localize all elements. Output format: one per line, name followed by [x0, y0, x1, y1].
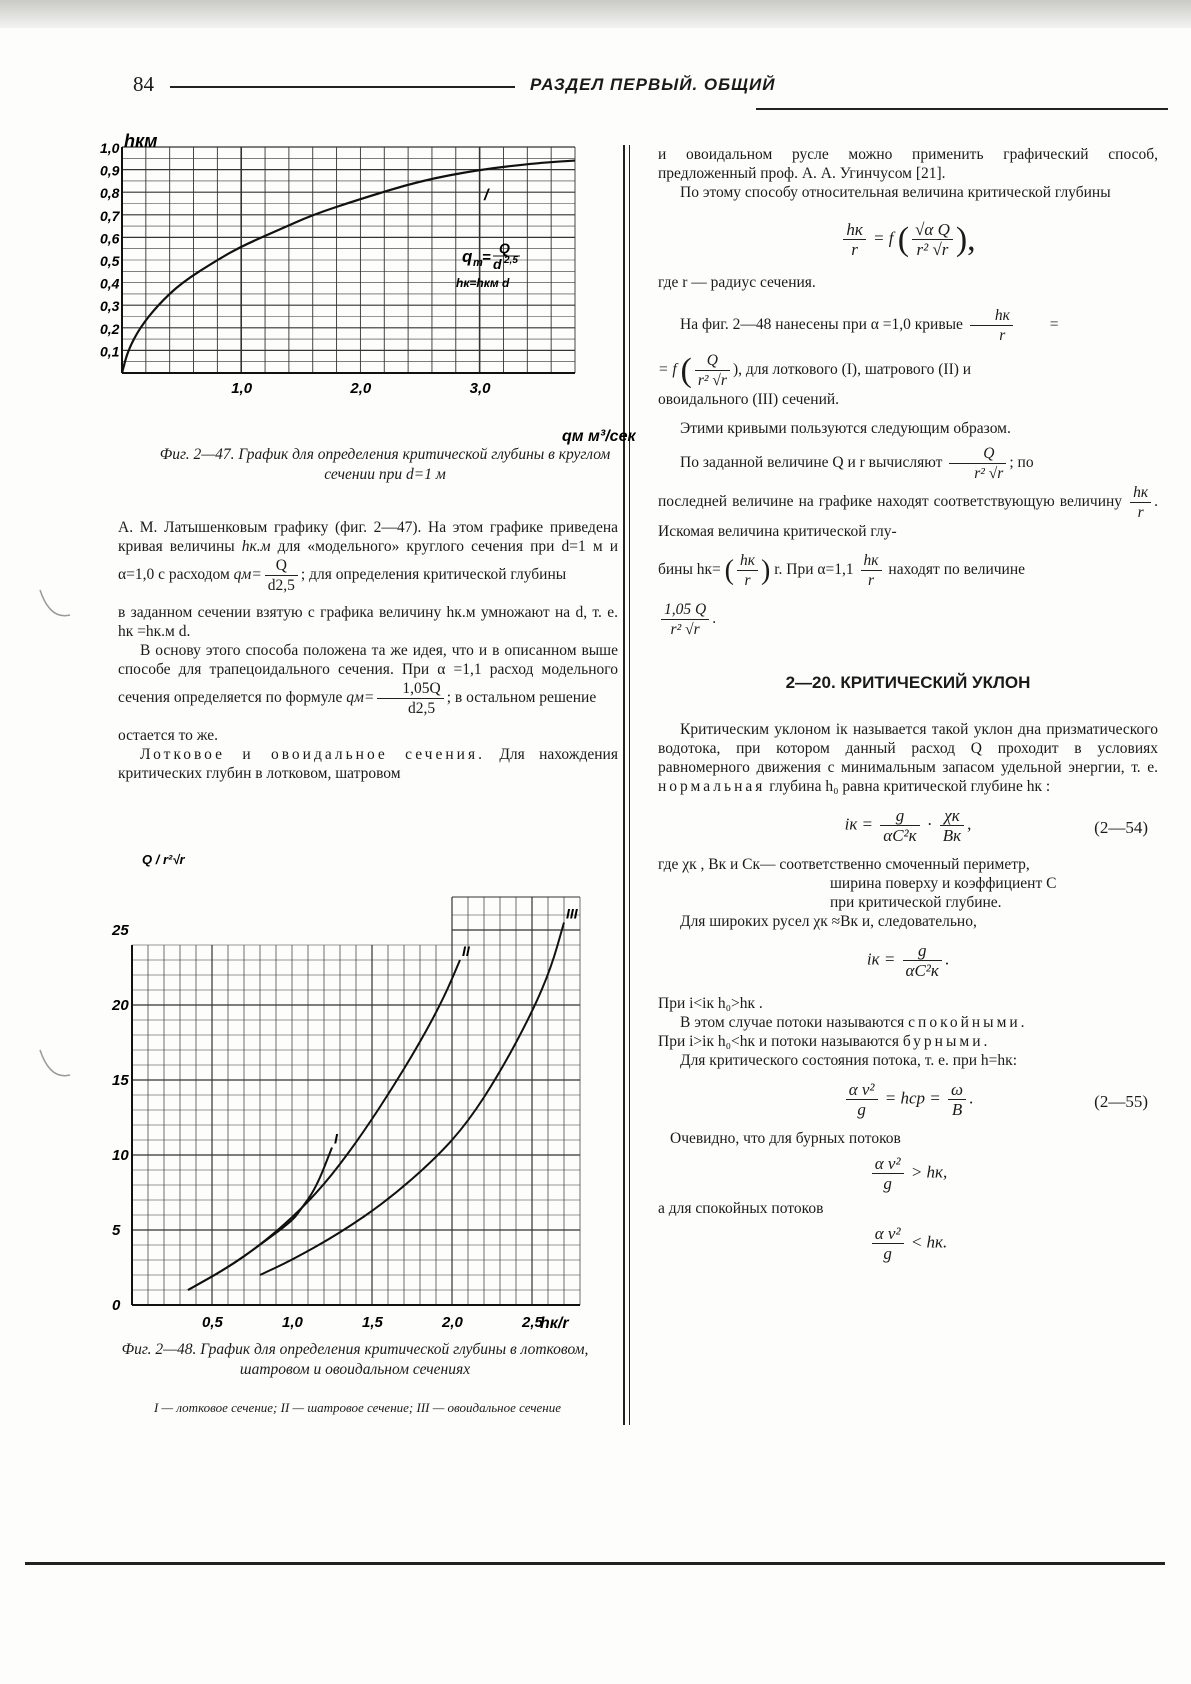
right-p4c: овоидального (III) сечений.	[658, 391, 840, 408]
left-p1-frac: $\frac{Q}{d2,5}$	[265, 556, 298, 595]
fig48-ytick-label: 0	[112, 1297, 121, 1314]
fig48-ticks	[111, 922, 544, 1331]
fig47-ytick-label: 0,3	[100, 298, 120, 315]
right-p14: В этом случае потоки называются спокойными.	[680, 1014, 1028, 1031]
right-p7: последней величине на графике находят соответствующую величину $\frac{hк}{r}$ . Искомая величина критической глу-	[658, 484, 1159, 540]
left-p5	[118, 745, 618, 783]
fig47-xtick-label: 3,0	[469, 380, 491, 397]
fig47-ylabel: hкм	[124, 131, 158, 151]
fig48-xtick-label: 1,5	[362, 1314, 383, 1331]
eq-2-55: $\frac{\text{α v²}}{g}$ = hср = $\frac{\omega}{B}$ . (2—55)	[658, 1080, 1158, 1119]
fig48-xtick-label: 0,5	[202, 1314, 223, 1331]
right-column	[658, 145, 1158, 1269]
fig48-xlabel: hк/r	[540, 1315, 569, 1332]
left-p1c-text: ; для определения критической глубины	[300, 566, 567, 584]
fig48-ytick-label: 10	[112, 1147, 129, 1164]
left-p1b-text: для «модельного» круглого сечения при d=1 м и α=1,0 с расходом	[118, 538, 618, 584]
fig47-ytick-label: 0,2	[100, 320, 120, 337]
fig47-caption: Фиг. 2—47. График для определения критической глубины в круглом сечении при d=1 м	[159, 446, 611, 483]
right-p15: При i>iк h₀<hк и потоки называются бурными.	[658, 1033, 991, 1050]
fig48-caption: Фиг. 2—48. График для определения критической глубины в лотковом, шатровом и овоидальном сечениях	[121, 1341, 589, 1378]
right-p13: При i<iк h₀>hк .	[658, 995, 763, 1012]
left-p1	[118, 518, 618, 595]
right-p11a: где χк , Bк и Cк— соответственно смоченный периметр,	[658, 856, 1030, 873]
running-title: РАЗДЕЛ ПЕРВЫЙ. ОБЩИЙ	[530, 75, 776, 94]
fig48-xtick-label: 1,0	[282, 1314, 303, 1331]
fig48-ytick-label: 5	[112, 1222, 121, 1239]
fig48-chart	[100, 850, 620, 1330]
left-p3-text: В основу этого способа положена та же идея, что и в описанном выше способе для трапецоидального сечения. При α =1,1 расход модельного сечения определяется по формуле	[118, 642, 618, 707]
header-rule-right	[756, 108, 1168, 110]
column-divider-2	[629, 145, 630, 1425]
fig48-xtick-label: 2,5	[522, 1314, 543, 1331]
left-p5-text: Для нахождения критических глубин в лотковом, шатровом	[118, 746, 618, 782]
left-p1-hkm: hк.м	[241, 538, 271, 555]
fig47-ytick-label: 0,1	[100, 343, 120, 360]
fig48-grid	[132, 897, 580, 1305]
right-p17: Очевидно, что для бурных потоков	[670, 1130, 901, 1147]
column-divider	[623, 145, 625, 1425]
left-p1-q: qм=	[233, 566, 262, 584]
left-p1-text: А. М. Латышенковым графику (фиг. 2—47). На этом графике приведена кривая величины	[118, 519, 618, 555]
fig47-ytick-label: 0,6	[100, 230, 120, 247]
fig47-xtick-label: 1,0	[231, 380, 253, 397]
fig48-ytick-label: 15	[112, 1072, 129, 1089]
right-p2: По этому способу относительная величина критической глубины	[680, 184, 1111, 201]
fig47-mark: /	[484, 187, 489, 204]
fig47-ann-sub: m	[473, 257, 483, 269]
eq-ik-wide: iк = $\frac{g}{\text{αC²к}}$ .	[866, 941, 950, 980]
right-p9: $\frac{1,05 Q}{\text{r² √r}}$ .	[658, 600, 1158, 639]
fig47-ytick-label: 1,0	[100, 140, 120, 156]
punch-marks	[30, 590, 80, 1090]
left-p3-q: qм=	[346, 689, 375, 707]
fig48-curve-III	[260, 923, 564, 1276]
right-p4: На фиг. 2—48 нанесены при α =1,0 кривые $\frac{hк}{r}$ =	[680, 307, 1059, 344]
fig47-ann-num: Q	[499, 240, 510, 256]
fig48-series-label-II: II	[462, 943, 470, 959]
fig47-chart	[100, 125, 636, 445]
fig48-xtick-label: 2,0	[442, 1314, 463, 1331]
fig47-ann-pow: 2,5	[504, 255, 518, 266]
fig47-ytick-label: 0,5	[100, 253, 120, 269]
fig48-ytick-label: 20	[112, 997, 129, 1014]
fig47-ytick-label: 0,8	[100, 185, 120, 202]
left-p3b-text: ; в остальном решение	[446, 689, 597, 707]
fig47-ytick-label: 0,4	[100, 275, 120, 292]
left-column	[118, 518, 618, 783]
bottom-rule	[25, 1562, 1165, 1565]
left-p3-frac: $\frac{1,05Q}{d2,5}$	[377, 679, 443, 718]
fig47-xlabel: qм м³/сек	[562, 428, 636, 445]
right-f1: $\frac{hк}{r}$ = f ( $\frac{\text{√α Q}}{\text{r² √r}}$ ),	[658, 220, 1158, 259]
page-number: 84	[133, 72, 154, 96]
right-p8: бины hк= ( $\frac{hк}{r}$ ) r. При α=1,1 $\frac{hк}{r}$ находят по величине	[658, 552, 1026, 589]
right-p18: а для спокойных потоков	[658, 1200, 824, 1217]
right-p1: и овоидальном русле можно применить графический способ, предложенный проф. А. А. Угинчусом [21].	[658, 146, 1158, 182]
right-p6: По заданной величине Q и r вычисляют $\frac{Q}{\text{r² √r}}$ ; по	[680, 445, 1034, 482]
right-p11c: при критической глубине.	[830, 894, 1002, 911]
right-p11b: ширина поверху и коэффициент C	[830, 875, 1057, 892]
eq-2-54: iк = $\frac{g}{\text{αC²к}}$ · $\frac{\chi к}{Bк}$ , (2—54)	[844, 806, 1148, 845]
fig47-xtick-label: 2,0	[350, 380, 372, 397]
fig47-ytick-label: 0,9	[100, 162, 120, 179]
fig47-ann-second: hк=hкм d	[456, 276, 510, 290]
header-rule-left	[170, 86, 515, 88]
right-p3: где r — радиус сечения.	[658, 274, 816, 291]
fig48-series-label-I: I	[334, 1130, 338, 1147]
eq-burn: $\frac{\text{α v²}}{g}$ > hк,	[658, 1154, 1158, 1193]
right-p16: Для критического состояния потока, т. е. при h=hк:	[680, 1052, 1017, 1069]
fig47-ytick-label: 0,7	[100, 207, 120, 224]
eq-calm: $\frac{\text{α v²}}{g}$ < hк.	[658, 1224, 1158, 1263]
right-p4b: = f ( $\frac{Q}{\text{r² √r}}$ ), для лоткового (I), шатрового (II) и	[658, 352, 972, 389]
left-p4: остается то же.	[118, 727, 219, 744]
fig48-series-label-III: III	[566, 905, 578, 922]
fig47-ann-den: d	[493, 256, 502, 272]
right-p10: Критическим уклоном iк называется такой уклон дна призматического водотока, при котором данный расход Q проходит в условиях равномерного движения с минимальным запасом удельной энергии, т. е. нормальная глубина h₀ равна критической глубине hк :	[658, 721, 1158, 795]
fig48-curves	[188, 906, 579, 1291]
section-title: 2—20. КРИТИЧЕСКИЙ УКЛОН	[785, 673, 1031, 692]
right-p12: Для широких русел χк ≈Bк и, следовательно,	[680, 913, 977, 930]
scan-edge	[0, 0, 1191, 28]
fig48-ytick-label: 25	[112, 922, 129, 939]
right-p5: Этими кривыми пользуются следующим образом.	[680, 420, 1011, 437]
left-p3	[118, 641, 618, 718]
fig48-ylabel: Q / r²√r	[142, 852, 185, 867]
fig47-ann-q: q	[462, 247, 473, 266]
left-p5-spaced: Лотковое и овоидальное сечения.	[140, 746, 485, 763]
left-p2: в заданном сечении взятую с графика величину hк.м умножают на d, т. е. hк =hк.м d.	[118, 604, 618, 640]
fig47-ann-eq: =	[482, 249, 491, 266]
fig48-legend: I — лотковое сечение; II — шатровое сечение; III — овоидальное сечение	[153, 1400, 562, 1415]
